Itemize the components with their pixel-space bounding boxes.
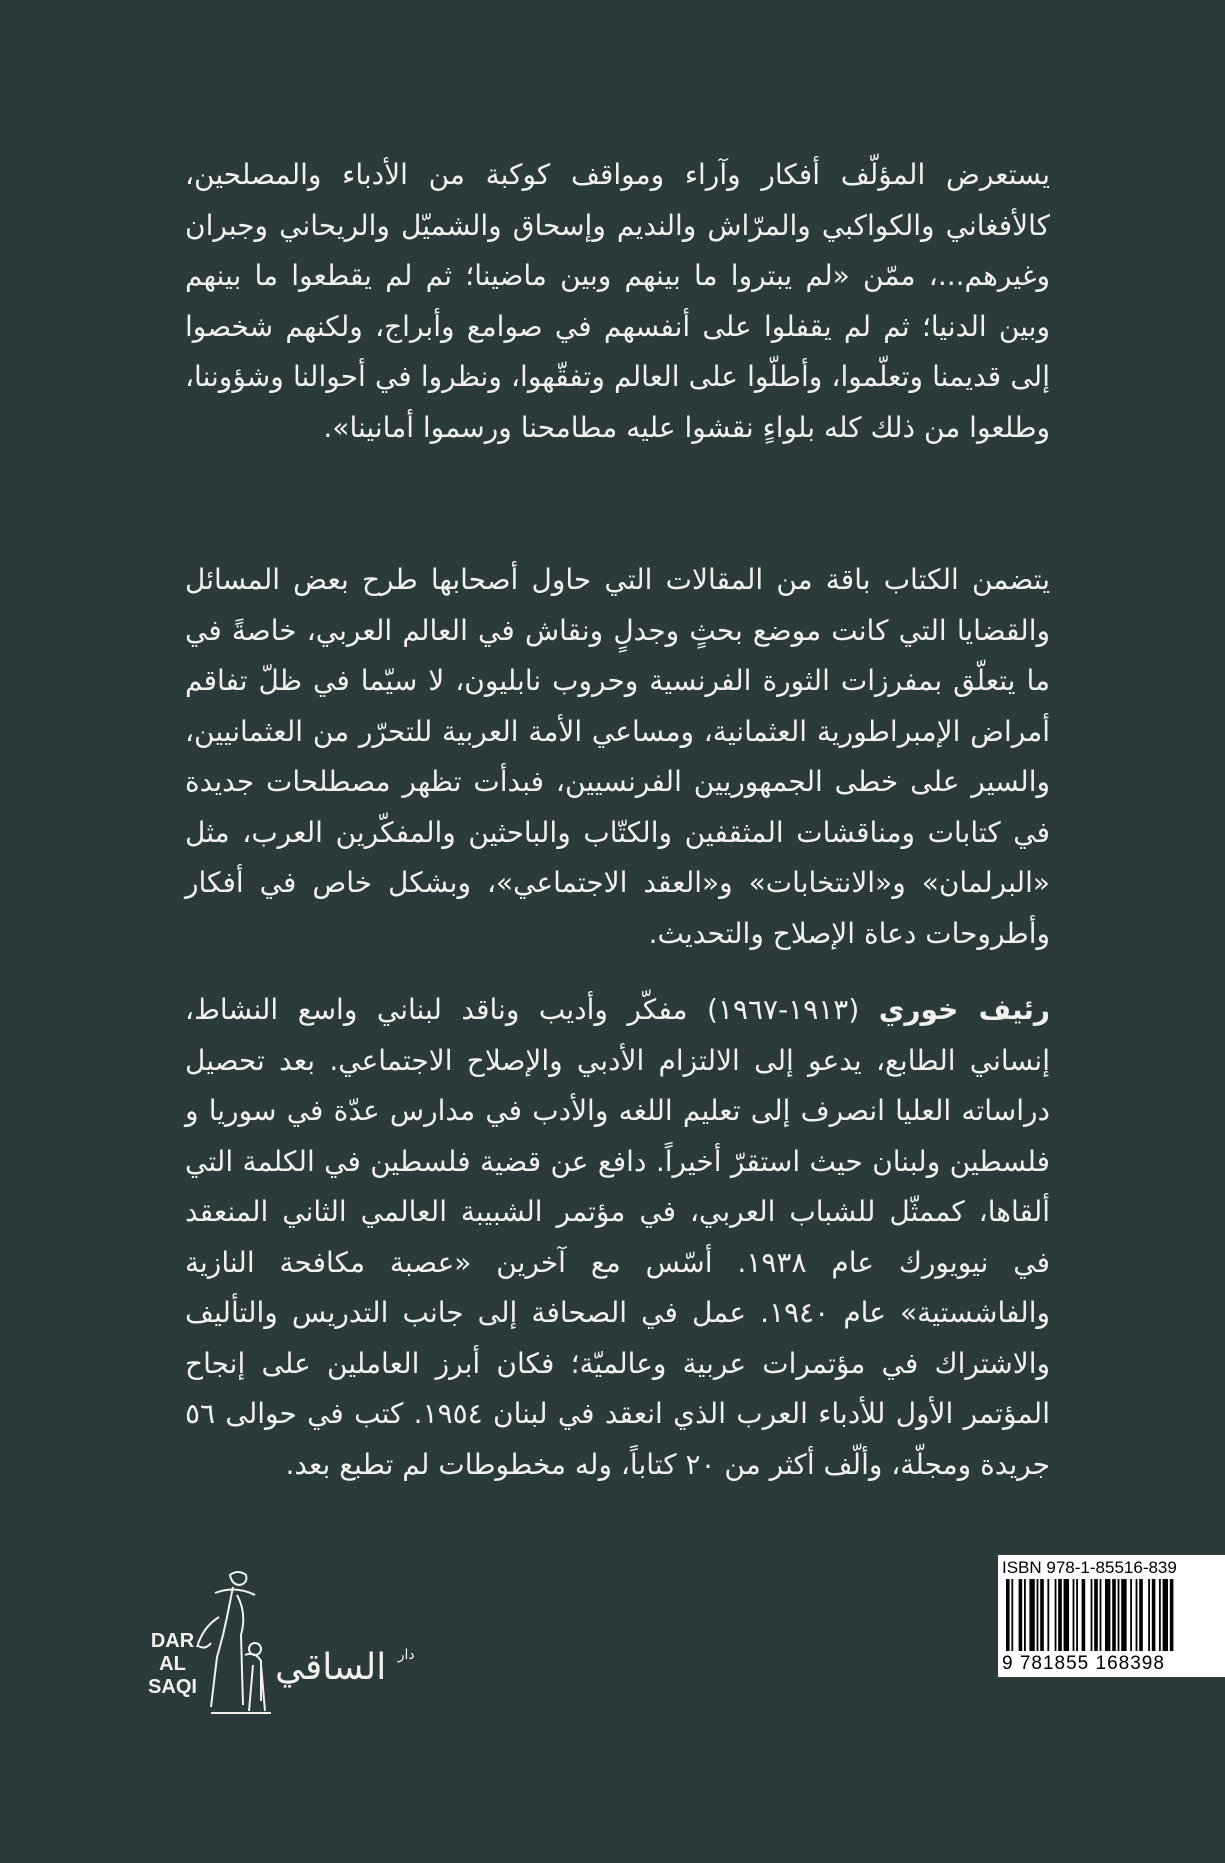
publisher-name-ar-main: الساقي xyxy=(275,1647,387,1688)
isbn-label: ISBN 978-1-85516-839 xyxy=(1002,1558,1177,1577)
barcode-bar xyxy=(1073,1579,1075,1651)
publisher-name-en-line2: AL SAQI xyxy=(148,1653,197,1698)
barcode-bar xyxy=(1040,1579,1044,1651)
blurb-paragraph-2: يتضمن الكتاب باقة من المقالات التي حاول أصحابها طرح بعض المسائل والقضايا التي كانت موضع بحثٍ وجدلٍ ونقاش في العالم العربي، خاصةً في ما يتعلّق بمفرزات الثورة الفرنسية وحروب نابليون، لا سيّما في ظلّ تفاقم أمراض الإمبراطورية العثمانية، ومساعي الأمة العربية للتحرّر من العثمانيين، والسير على خطى الجمهوريين الفرنسيين، فبدأت تظهر مصطلحات جديدة في كتابات ومناقشات المثقفين والكتّاب والباحثين والمفكّرين العرب، مثل «البرلمان» و«الانتخابات» و«العقد الاجتماعي»، وبشكل خاص في أفكار وأطروحات دعاة الإصلاح والتحديث. xyxy=(185,563,1050,950)
author-name: رئيف خوري xyxy=(878,993,1051,1026)
barcode-bar xyxy=(1121,1579,1126,1651)
barcode-icon xyxy=(1000,1579,1223,1651)
barcode-bar xyxy=(1091,1579,1093,1651)
barcode-bar xyxy=(1058,1579,1062,1651)
barcode-bar xyxy=(1112,1579,1116,1651)
barcode-bar xyxy=(1055,1579,1057,1651)
publisher-name-ar xyxy=(275,1647,415,1688)
barcode-bar xyxy=(1159,1579,1161,1651)
author-bio xyxy=(185,985,1050,1490)
isbn-digits: 9 781855 168398 xyxy=(1002,1653,1165,1674)
barcode-bar xyxy=(1130,1579,1132,1651)
barcode-bar xyxy=(1037,1579,1039,1651)
barcode-bar xyxy=(1152,1579,1156,1651)
barcode-bar xyxy=(1163,1579,1168,1651)
barcode-bar xyxy=(1100,1579,1102,1651)
blurb-paragraph-1: يستعرض المؤلّف أفكار وآراء ومواقف كوكبة من الأدباء والمصلحين، كالأفغاني والكواكبي والمرّاش والنديم وإسحاق والشميّل والريحاني وجبران وغيرهم...، ممّن «لم يبتروا ما بينهم وبين ماضينا؛ ثم لم يقطعوا ما بينهم وبين الدنيا؛ ثم لم يقفلوا على أنفسهم في صوامع وأبراج، ولكنهم شخصوا إلى قديمنا وتعلّموا، وأطلّوا على العالم وتفقّهوا، ونظروا في أحوالنا وشؤوننا، وطلعوا من ذلك كله بلواءٍ نقشوا عليه مطامحنا ورسموا أمانينا». xyxy=(185,158,1050,444)
barcode-bar xyxy=(1118,1579,1120,1651)
isbn-barcode-box xyxy=(998,1555,1225,1677)
barcode-bar xyxy=(1024,1579,1026,1651)
publisher-name-en-line1: DAR xyxy=(150,1630,195,1652)
publisher-logo xyxy=(135,1565,415,1730)
barcode-bar xyxy=(1006,1579,1010,1651)
barcode-bar xyxy=(1047,1579,1049,1651)
barcode-bar xyxy=(1064,1579,1069,1651)
barcode-bar xyxy=(1136,1579,1138,1651)
barcode-bar xyxy=(1029,1579,1034,1651)
barcode-bar xyxy=(1019,1579,1023,1651)
barcode-bar xyxy=(1011,1579,1013,1651)
barcode-bar xyxy=(1076,1579,1078,1651)
publisher-name-ar-small: دار xyxy=(397,1647,415,1663)
barcode-bar xyxy=(1094,1579,1098,1651)
water-carrier-figure-icon xyxy=(175,1565,285,1725)
barcode-bar xyxy=(1082,1579,1086,1651)
barcode-bar xyxy=(1170,1579,1174,1651)
barcode-bar xyxy=(1105,1579,1110,1651)
author-bio-text: (١٩١٣-١٩٦٧) مفكّر وأديب وناقد لبناني واسع النشاط، إنساني الطابع، يدعو إلى الالتزام الأدبي والإصلاح الاجتماعي. بعد تحصيل دراساته العليا انصرف إلى تعليم اللغه والأدب في مدارس عدّة في سوريا و فلسطين ولبنان حيث استقرّ أخيراً. دافع عن قضية فلسطين في الكلمة التي ألقاها، كممثّل للشباب العربي، في مؤتمر الشبيبة العالمي الثاني المنعقد في نيويورك عام ١٩٣٨. أسّس مع آخرين «عصبة مكافحة النازية والفاشستية» عام ١٩٤٠. عمل في الصحافة إلى جانب التدريس والتأليف والاشتراك في مؤتمرات عربية وعالميّة؛ فكان أبرز العاملين على إنجاح المؤتمر الأول للأدباء العرب الذي انعقد في لبنان ١٩٥٤. كتب في حوالى ٥٦ جريدة ومجلّة، وألّف أكثر من ٢٠ كتاباً، وله مخطوطات لم تطبع بعد. xyxy=(185,993,1051,1481)
barcode-bar xyxy=(1148,1579,1150,1651)
barcode-bar xyxy=(1139,1579,1143,1651)
